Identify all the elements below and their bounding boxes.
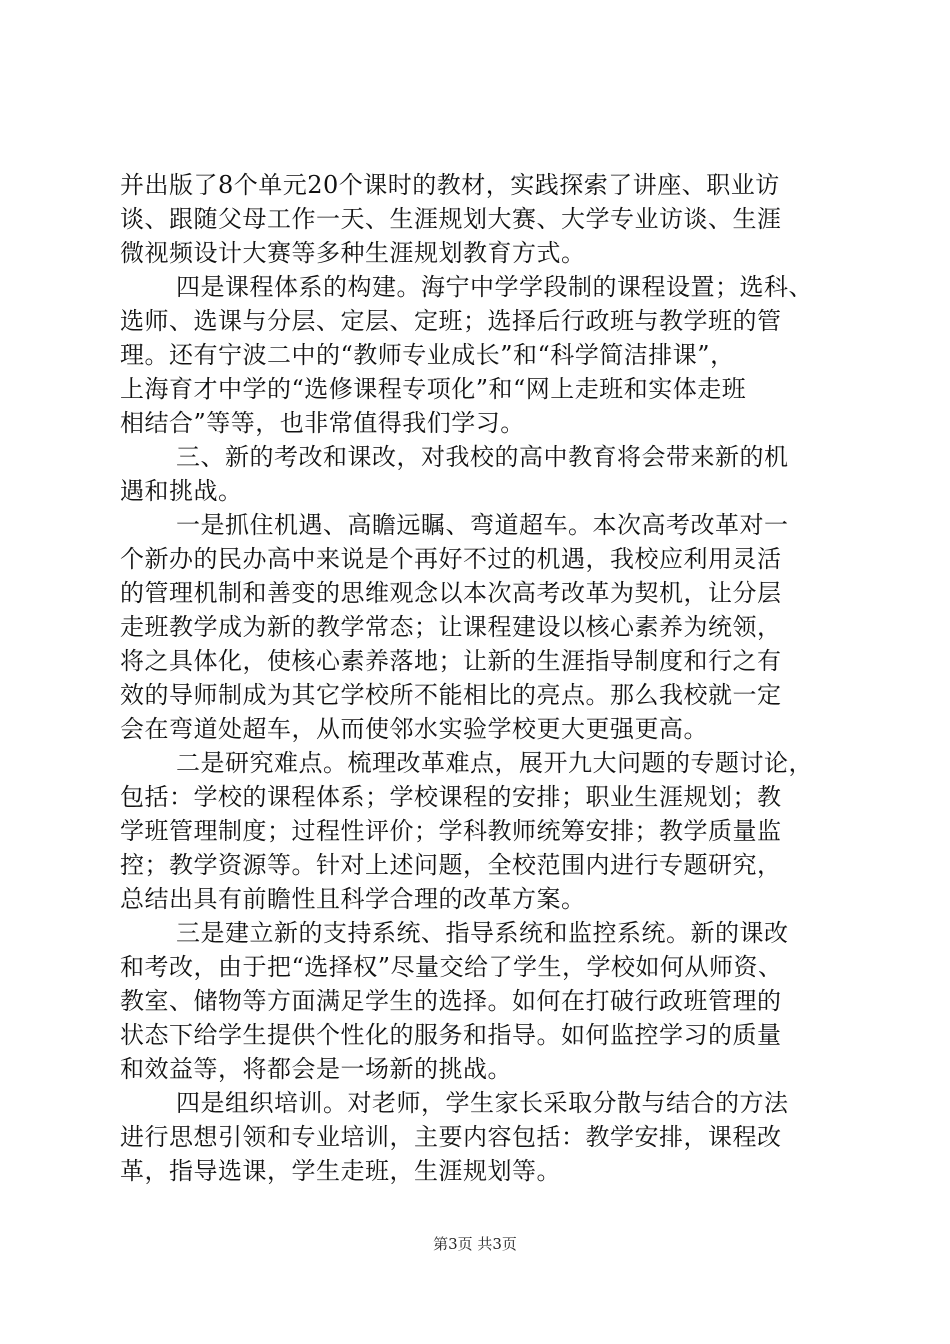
text-line: 谈、跟随父母工作一天、生涯规划大赛、大学专业访谈、生涯 (120, 205, 782, 233)
text-line: 教室、储物等方面满足学生的选择。如何在打破行政班管理的 (120, 987, 782, 1015)
page-number-footer: 第3页 共3页 (433, 1235, 517, 1253)
text-line: 控；教学资源等。针对上述问题，全校范围内进行专题研究， (120, 851, 782, 879)
text-line: 选师、选课与分层、定层、定班；选择后行政班与教学班的管 (120, 307, 782, 335)
text-line: 二是研究难点。梳理改革难点，展开九大问题的专题讨论， (176, 749, 813, 777)
text-line: 四是课程体系的构建。海宁中学学段制的课程设置；选科、 (176, 273, 813, 301)
text-line: 学班管理制度；过程性评价；学科教师统筹安排；教学质量监 (120, 817, 782, 845)
text-line: 效的导师制成为其它学校所不能相比的亮点。那么我校就一定 (120, 681, 782, 709)
text-line: 理。还有宁波二中的“教师专业成长”和“科学简洁排课”， (120, 341, 735, 369)
text-line: 四是组织培训。对老师，学生家长采取分散与结合的方法 (176, 1089, 789, 1117)
document-body (120, 168, 840, 1188)
text-line: 三、新的考改和课改，对我校的高中教育将会带来新的机 (176, 443, 789, 471)
text-line: 包括：学校的课程体系；学校课程的安排；职业生涯规划；教 (120, 783, 782, 811)
text-line: 进行思想引领和专业培训，主要内容包括：教学安排，课程改 (120, 1123, 782, 1151)
text-line: 并出版了8个单元20个课时的教材，实践探索了讲座、职业访 (120, 171, 780, 199)
text-line: 走班教学成为新的教学常态；让课程建设以核心素养为统领， (120, 613, 782, 641)
text-line: 一是抓住机遇、高瞻远瞩、弯道超车。本次高考改革对一 (176, 511, 789, 539)
text-line: 和考改，由于把“选择权”尽量交给了学生，学校如何从师资、 (120, 953, 783, 981)
text-line: 遇和挑战。 (120, 477, 243, 505)
text-line: 和效益等，将都会是一场新的挑战。 (120, 1055, 512, 1083)
text-line: 三是建立新的支持系统、指导系统和监控系统。新的课改 (176, 919, 789, 947)
text-line: 状态下给学生提供个性化的服务和指导。如何监控学习的质量 (120, 1021, 782, 1049)
text-line: 革，指导选课，学生走班，生涯规划等。 (120, 1157, 561, 1185)
text-line: 将之具体化，使核心素养落地；让新的生涯指导制度和行之有 (120, 647, 782, 675)
text-line: 相结合”等等，也非常值得我们学习。 (120, 409, 525, 437)
text-line: 个新办的民办高中来说是个再好不过的机遇，我校应利用灵活 (120, 545, 782, 573)
text-line: 的管理机制和善变的思维观念以本次高考改革为契机，让分层 (120, 579, 782, 607)
text-line: 上海育才中学的“选修课程专项化”和“网上走班和实体走班 (120, 375, 747, 403)
text-line: 微视频设计大赛等多种生涯规划教育方式。 (120, 239, 586, 267)
text-line: 总结出具有前瞻性且科学合理的改革方案。 (120, 885, 586, 913)
text-line: 会在弯道处超车，从而使邻水实验学校更大更强更高。 (120, 715, 708, 743)
